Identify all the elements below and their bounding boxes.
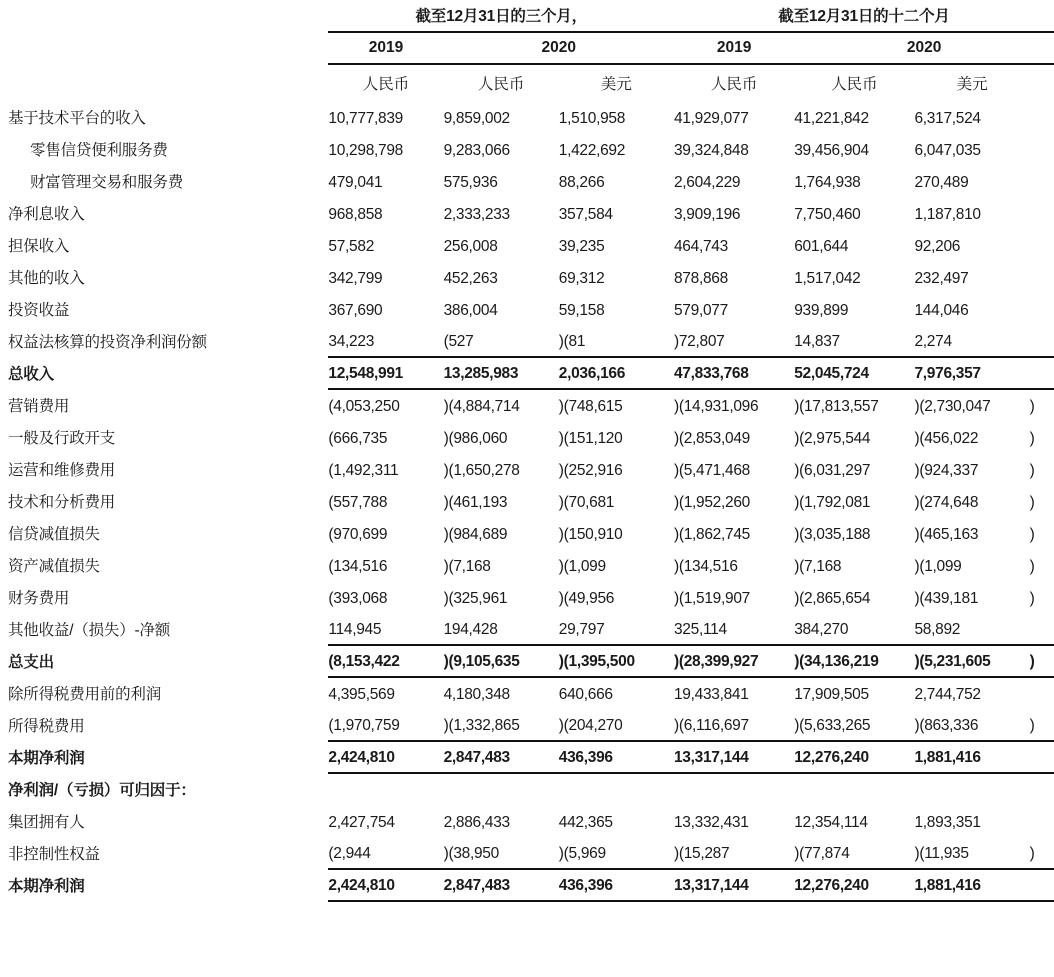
row-label: 营销费用 bbox=[8, 398, 70, 415]
row-value: 640,666 bbox=[558, 686, 613, 703]
header-currency-3: 美元 bbox=[600, 76, 632, 93]
row-label: 所得税费用 bbox=[8, 718, 85, 735]
header-corner-blank bbox=[0, 0, 328, 32]
row-value: 13,285,983 bbox=[444, 357, 559, 389]
table-row bbox=[0, 389, 1054, 421]
row-value: 9,859,002 bbox=[443, 110, 510, 127]
row-value: )(7,168 bbox=[443, 558, 491, 575]
row-value: )(134,516 bbox=[673, 558, 738, 575]
row-value: 59,158 bbox=[558, 302, 605, 319]
row-value: )(151,120 bbox=[558, 430, 623, 447]
row-value: )(4,884,714 bbox=[443, 398, 520, 415]
row-label: 净利息收入 bbox=[8, 206, 85, 223]
row-value: 194,428 bbox=[443, 621, 498, 638]
row-value: )(252,916 bbox=[558, 462, 623, 479]
table-row bbox=[0, 453, 1054, 485]
row-value: 386,004 bbox=[443, 302, 498, 319]
row-value: )(81 bbox=[558, 333, 586, 350]
row-value: )(6,116,697 bbox=[673, 717, 749, 734]
row-label: 财富管理交易和服务费 bbox=[30, 174, 184, 191]
row-label: 技术和分析费用 bbox=[8, 494, 116, 511]
row-value: )(1,395,500 bbox=[559, 645, 674, 677]
row-value: 256,008 bbox=[443, 238, 498, 255]
header-year-2020-q: 2020 bbox=[444, 32, 674, 64]
table-row bbox=[0, 741, 1054, 773]
row-value-overflow-paren bbox=[1030, 229, 1054, 261]
row-value: 4,180,348 bbox=[443, 686, 510, 703]
row-value: 2,333,233 bbox=[443, 206, 510, 223]
header-currency-row bbox=[0, 64, 1054, 101]
row-value: )(5,471,468 bbox=[673, 462, 750, 479]
row-value: 13,332,431 bbox=[673, 814, 749, 831]
row-value: )(11,935 bbox=[914, 845, 969, 862]
row-value-overflow-paren: ) bbox=[1029, 558, 1035, 575]
row-value: 34,223 bbox=[328, 333, 375, 350]
row-value: 69,312 bbox=[558, 270, 605, 287]
row-value: )(6,031,297 bbox=[794, 462, 871, 479]
row-value: 12,354,114 bbox=[794, 814, 868, 831]
row-value: )(274,648 bbox=[914, 494, 979, 511]
row-value: 367,690 bbox=[328, 302, 383, 319]
row-value: 2,274 bbox=[914, 333, 952, 350]
row-value: )(70,681 bbox=[558, 494, 615, 511]
table-row bbox=[0, 837, 1054, 869]
row-value: 325,114 bbox=[673, 621, 727, 638]
row-value-overflow-paren bbox=[1030, 325, 1054, 357]
table-row bbox=[0, 485, 1054, 517]
row-value: 878,868 bbox=[673, 270, 728, 287]
row-value-overflow-paren: ) bbox=[1029, 717, 1035, 734]
row-value: 52,045,724 bbox=[794, 357, 914, 389]
row-value: 384,270 bbox=[794, 621, 849, 638]
row-value: )(986,060 bbox=[443, 430, 508, 447]
row-value-overflow-paren bbox=[1030, 197, 1054, 229]
row-value: 10,777,839 bbox=[328, 110, 403, 127]
row-value: 1,187,810 bbox=[914, 206, 981, 223]
table-row bbox=[0, 869, 1054, 901]
row-value: 7,750,460 bbox=[794, 206, 861, 223]
header-year-2019-y: 2019 bbox=[674, 32, 794, 64]
row-value: 114,945 bbox=[328, 621, 382, 638]
row-value: (527 bbox=[443, 333, 474, 350]
row-value: )(1,332,865 bbox=[443, 717, 520, 734]
table-header bbox=[0, 0, 1054, 101]
header-currency-tail-blank bbox=[1030, 64, 1054, 101]
row-value: 47,833,768 bbox=[674, 357, 794, 389]
row-value: 968,858 bbox=[328, 206, 383, 223]
row-value bbox=[794, 773, 914, 805]
row-value: 2,424,810 bbox=[328, 869, 443, 901]
table-row bbox=[0, 677, 1054, 709]
row-label: 除所得税费用前的利润 bbox=[8, 686, 162, 703]
row-value: 13,317,144 bbox=[674, 741, 794, 773]
row-value: )(465,163 bbox=[914, 526, 979, 543]
row-value: 436,396 bbox=[559, 869, 674, 901]
row-value: 41,221,842 bbox=[794, 110, 869, 127]
row-value: 92,206 bbox=[914, 238, 961, 255]
row-value: )(204,270 bbox=[558, 717, 623, 734]
row-value: )(5,633,265 bbox=[794, 717, 871, 734]
row-value: 6,317,524 bbox=[914, 110, 981, 127]
row-value-overflow-paren bbox=[1030, 165, 1054, 197]
row-value: (4,053,250 bbox=[328, 398, 400, 415]
row-label: 净利润/（亏损）可归因于： bbox=[8, 782, 196, 799]
row-value bbox=[328, 773, 443, 805]
row-value-overflow-paren bbox=[1030, 741, 1054, 773]
table-row bbox=[0, 517, 1054, 549]
row-value: 2,424,810 bbox=[328, 741, 443, 773]
table-row bbox=[0, 261, 1054, 293]
header-year-blank bbox=[0, 32, 328, 64]
header-group-three-months: 截至12月31日的三个月， bbox=[328, 0, 674, 32]
row-value: 41,929,077 bbox=[673, 110, 749, 127]
row-value bbox=[444, 773, 559, 805]
row-value: 39,324,848 bbox=[673, 142, 749, 159]
row-value: 39,235 bbox=[558, 238, 605, 255]
row-value: )(439,181 bbox=[914, 590, 979, 607]
row-value: 2,427,754 bbox=[328, 814, 395, 831]
row-value: 1,881,416 bbox=[914, 741, 1029, 773]
table-row bbox=[0, 293, 1054, 325]
row-value: 13,317,144 bbox=[674, 869, 794, 901]
row-value-overflow-paren: ) bbox=[1029, 590, 1035, 607]
row-value: )(461,193 bbox=[443, 494, 508, 511]
header-year-2020-y: 2020 bbox=[794, 32, 1054, 64]
table-row bbox=[0, 773, 1054, 805]
row-value: )(15,287 bbox=[673, 845, 730, 862]
header-currency-5: 人民币 bbox=[831, 76, 878, 93]
row-value-overflow-paren: ) bbox=[1029, 430, 1035, 447]
row-value: )(2,853,049 bbox=[673, 430, 750, 447]
row-label: 集团拥有人 bbox=[8, 814, 85, 831]
table-row bbox=[0, 805, 1054, 837]
row-value: 144,046 bbox=[914, 302, 969, 319]
row-value: )(2,730,047 bbox=[914, 398, 991, 415]
row-value: )(1,519,907 bbox=[673, 590, 750, 607]
header-year-2019-q: 2019 bbox=[328, 32, 443, 64]
row-value: )(1,099 bbox=[914, 558, 962, 575]
row-value: )72,807 bbox=[673, 333, 725, 350]
row-value-overflow-paren: ) bbox=[1029, 526, 1035, 543]
table-row bbox=[0, 613, 1054, 645]
row-value: 29,797 bbox=[558, 621, 605, 638]
row-value: (666,735 bbox=[328, 430, 388, 447]
row-value: )(2,975,544 bbox=[794, 430, 871, 447]
row-value-overflow-paren bbox=[1030, 805, 1054, 837]
table-body bbox=[0, 101, 1054, 901]
row-value: 10,298,798 bbox=[328, 142, 403, 159]
row-value: )(456,022 bbox=[914, 430, 979, 447]
row-value: 1,422,692 bbox=[558, 142, 626, 159]
table-row bbox=[0, 325, 1054, 357]
row-value: 1,893,351 bbox=[914, 814, 981, 831]
table-row bbox=[0, 101, 1054, 133]
table-row bbox=[0, 165, 1054, 197]
row-label: 其他收益/（损失）-净额 bbox=[8, 622, 171, 639]
row-value-overflow-paren bbox=[1030, 773, 1054, 805]
row-value-overflow-paren: ) bbox=[1029, 494, 1035, 511]
row-value: 436,396 bbox=[559, 741, 674, 773]
row-label: 信贷减值损失 bbox=[8, 526, 100, 543]
row-value: 39,456,904 bbox=[794, 142, 869, 159]
header-currency-4: 人民币 bbox=[710, 76, 758, 93]
row-value: )(748,615 bbox=[558, 398, 623, 415]
row-value: 2,604,229 bbox=[673, 174, 741, 191]
row-label: 权益法核算的投资净利润份额 bbox=[8, 334, 207, 351]
table-row bbox=[0, 645, 1054, 677]
row-value: )(9,105,635 bbox=[444, 645, 559, 677]
row-value: 1,517,042 bbox=[794, 270, 861, 287]
row-label: 非控制性权益 bbox=[8, 846, 100, 863]
row-value: )(1,099 bbox=[558, 558, 606, 575]
row-value: )(1,650,278 bbox=[443, 462, 520, 479]
row-value: 575,936 bbox=[443, 174, 498, 191]
row-value: 2,847,483 bbox=[444, 741, 559, 773]
row-value: 2,847,483 bbox=[444, 869, 559, 901]
row-value: )(150,910 bbox=[558, 526, 623, 543]
header-currency-1: 人民币 bbox=[362, 76, 410, 93]
row-value-overflow-paren bbox=[1030, 133, 1054, 165]
row-label: 财务费用 bbox=[8, 590, 70, 607]
row-value: 2,036,166 bbox=[559, 357, 674, 389]
row-value: 1,764,938 bbox=[794, 174, 861, 191]
row-value: 232,497 bbox=[914, 270, 969, 287]
row-value: 58,892 bbox=[914, 621, 961, 638]
row-value: )(1,952,260 bbox=[673, 494, 750, 511]
row-value: )(325,961 bbox=[443, 590, 508, 607]
header-year-row bbox=[0, 32, 1054, 64]
row-value: 464,743 bbox=[673, 238, 728, 255]
row-value: )(49,956 bbox=[558, 590, 615, 607]
row-value: 479,041 bbox=[328, 174, 383, 191]
table-row bbox=[0, 709, 1054, 741]
row-value bbox=[559, 773, 674, 805]
row-value bbox=[674, 773, 794, 805]
row-value: 57,582 bbox=[328, 238, 375, 255]
row-value: 17,909,505 bbox=[794, 686, 869, 703]
row-value: 442,365 bbox=[558, 814, 613, 831]
row-value: 7,976,357 bbox=[914, 357, 1029, 389]
row-label: 其他的收入 bbox=[8, 270, 85, 287]
row-value: 2,744,752 bbox=[914, 686, 981, 703]
row-value: )(1,792,081 bbox=[794, 494, 871, 511]
row-label: 本期净利润 bbox=[8, 750, 85, 767]
table-row bbox=[0, 581, 1054, 613]
row-value-overflow-paren bbox=[1030, 677, 1054, 709]
row-value: 452,263 bbox=[443, 270, 498, 287]
row-value: 2,886,433 bbox=[443, 814, 510, 831]
row-label: 投资收益 bbox=[8, 302, 70, 319]
row-value: 12,276,240 bbox=[794, 869, 914, 901]
header-period-row bbox=[0, 0, 1054, 32]
row-value bbox=[914, 773, 1029, 805]
row-value: )(863,336 bbox=[914, 717, 979, 734]
row-value: 3,909,196 bbox=[673, 206, 741, 223]
row-value: )(17,813,557 bbox=[794, 398, 879, 415]
row-value-overflow-paren bbox=[1030, 293, 1054, 325]
row-value: 4,395,569 bbox=[328, 686, 395, 703]
row-value: )(14,931,096 bbox=[673, 398, 759, 415]
row-value: )(28,399,927 bbox=[674, 645, 794, 677]
row-value: 601,644 bbox=[794, 238, 849, 255]
table-row bbox=[0, 229, 1054, 261]
row-value: 579,077 bbox=[673, 302, 728, 319]
row-value: (8,153,422 bbox=[328, 645, 443, 677]
row-value: 342,799 bbox=[328, 270, 383, 287]
row-value-overflow-paren: ) bbox=[1029, 398, 1035, 415]
row-label: 资产减值损失 bbox=[8, 558, 100, 575]
row-value: 19,433,841 bbox=[673, 686, 749, 703]
row-value: 88,266 bbox=[558, 174, 605, 191]
row-value: 270,489 bbox=[914, 174, 969, 191]
row-value: 14,837 bbox=[794, 333, 840, 350]
row-value-overflow-paren bbox=[1030, 101, 1054, 133]
row-value: )(77,874 bbox=[794, 845, 850, 862]
row-label: 总收入 bbox=[8, 366, 54, 383]
row-value: )(3,035,188 bbox=[794, 526, 871, 543]
table-row bbox=[0, 421, 1054, 453]
row-value-overflow-paren bbox=[1030, 613, 1054, 645]
row-value: (557,788 bbox=[328, 494, 388, 511]
row-label: 担保收入 bbox=[8, 238, 70, 255]
header-currency-blank bbox=[0, 64, 328, 101]
row-value-overflow-paren: ) bbox=[1030, 645, 1054, 677]
row-value: )(5,969 bbox=[558, 845, 606, 862]
row-label: 运营和维修费用 bbox=[8, 462, 116, 479]
row-value: )(38,950 bbox=[443, 845, 499, 862]
row-value: )(1,862,745 bbox=[673, 526, 750, 543]
row-value-overflow-paren bbox=[1030, 261, 1054, 293]
row-value: 12,548,991 bbox=[328, 357, 443, 389]
row-value: (2,944 bbox=[328, 845, 371, 862]
row-value: 1,881,416 bbox=[914, 869, 1029, 901]
row-value-overflow-paren bbox=[1030, 357, 1054, 389]
row-value: 1,510,958 bbox=[558, 110, 626, 127]
row-value: )(7,168 bbox=[794, 558, 842, 575]
row-value: )(34,136,219 bbox=[794, 645, 914, 677]
row-label: 零售信贷便利服务费 bbox=[30, 142, 168, 159]
row-label: 本期净利润 bbox=[8, 878, 85, 895]
row-value: (1,970,759 bbox=[328, 717, 400, 734]
row-value: 939,899 bbox=[794, 302, 849, 319]
row-value: (970,699 bbox=[328, 526, 388, 543]
row-value: )(5,231,605 bbox=[914, 645, 1029, 677]
row-value: (1,492,311 bbox=[328, 462, 399, 479]
row-value-overflow-paren bbox=[1030, 869, 1054, 901]
row-value: 12,276,240 bbox=[794, 741, 914, 773]
row-value-overflow-paren: ) bbox=[1029, 462, 1035, 479]
row-label: 一般及行政开支 bbox=[8, 430, 116, 447]
table-row bbox=[0, 133, 1054, 165]
header-currency-2: 人民币 bbox=[477, 76, 525, 93]
row-value-overflow-paren: ) bbox=[1029, 845, 1035, 862]
header-currency-6: 美元 bbox=[956, 76, 988, 93]
row-value: 357,584 bbox=[558, 206, 613, 223]
row-value: )(984,689 bbox=[443, 526, 508, 543]
row-value: )(2,865,654 bbox=[794, 590, 871, 607]
row-label: 总支出 bbox=[8, 654, 54, 671]
row-value: )(924,337 bbox=[914, 462, 979, 479]
table-row bbox=[0, 197, 1054, 229]
table-row bbox=[0, 549, 1054, 581]
header-group-twelve-months: 截至12月31日的十二个月 bbox=[674, 0, 1054, 32]
row-label: 基于技术平台的收入 bbox=[8, 110, 146, 127]
row-value: 6,047,035 bbox=[914, 142, 981, 159]
row-value: (134,516 bbox=[328, 558, 388, 575]
row-value: 9,283,066 bbox=[443, 142, 510, 159]
row-value: (393,068 bbox=[328, 590, 388, 607]
table-row bbox=[0, 357, 1054, 389]
